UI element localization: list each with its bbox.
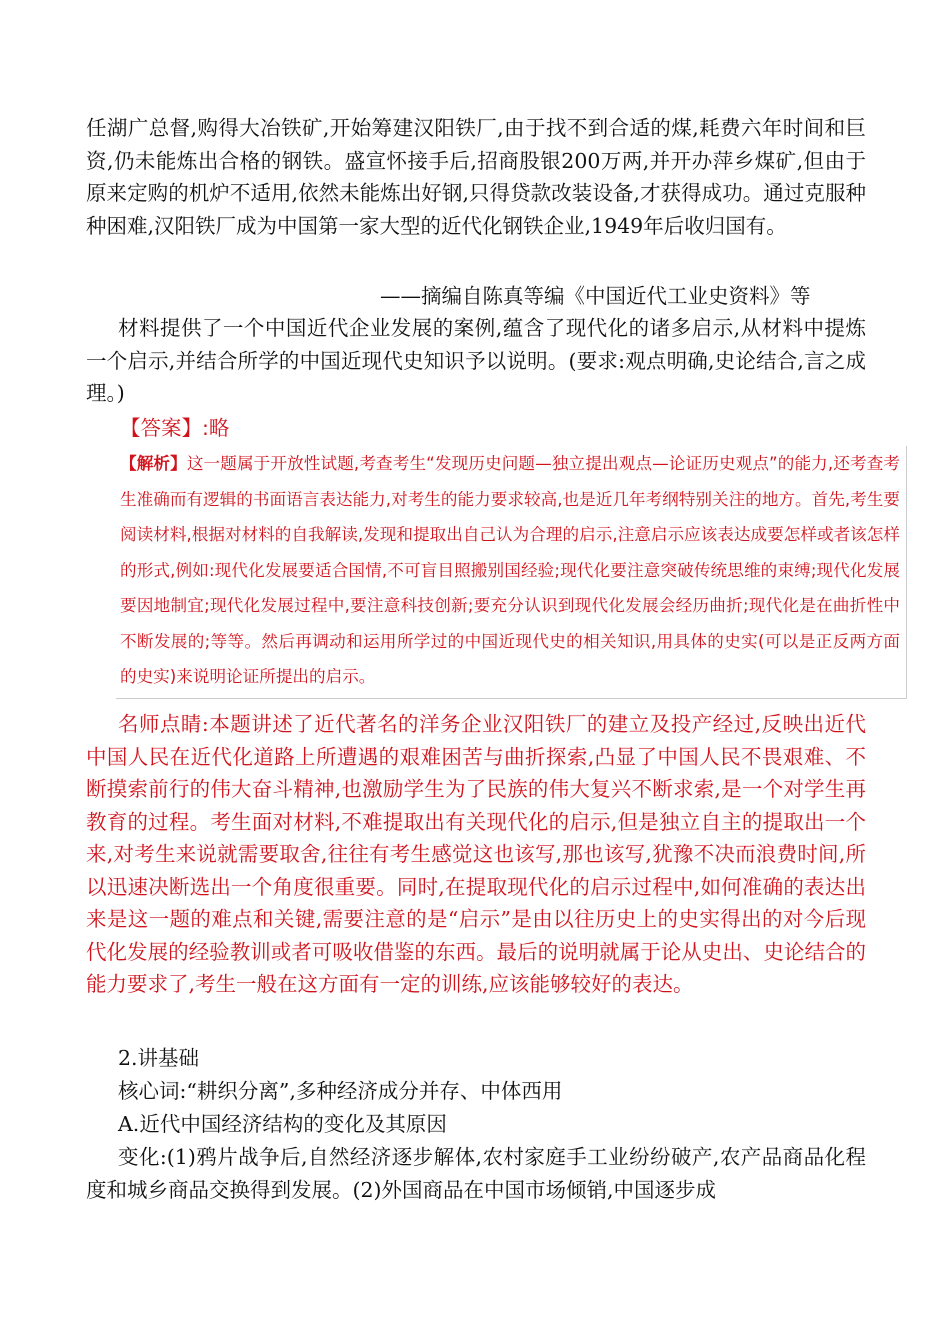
analysis-text: 这一题属于开放性试题,考查考生“发现历史问题—独立提出观点—论证历史观点”的能力,还考查考生准确而有逻辑的书面语言表达能力,对考生的能力要求较高,也是近几年考纲特别关注的地方。首先,考生要阅读材料,根据对材料的自我解读,发现和提取出自己认为合理的启示,注意启示应该表达成要怎样或者该怎样的形式,例如:现代化发展要适合国情,不可盲目照搬别国经验;现代化要注意突破传统思维的束缚;现代化发展要因地制宜;现代化发展过程中,要注意科技创新;要充分认识到现代化发展会经历曲折;现代化是在曲折性中不断发展的;等等。然后再调动和运用所学过的中国近现代史的相关知识,用具体的史实(可以是正反两方面的史实)来说明论证所提出的启示。	[120, 454, 900, 686]
answer-line: 【答案】:略	[120, 416, 230, 440]
section-heading: 2.讲基础	[118, 1046, 200, 1070]
material-source: ——摘编自陈真等编《中国近代工业史资料》等	[380, 284, 811, 308]
question-paragraph: 材料提供了一个中国近代企业发展的案例,蕴含了现代化的诸多启示,从材料中提炼一个启示,并结合所学的中国近现代史知识予以说明。(要求:观点明确,史论结合,言之成理。)	[86, 316, 866, 405]
changes-paragraph: 变化:(1)鸦片战争后,自然经济逐步解体,农村家庭手工业纷纷破产,农产品商品化程度和城乡商品交换得到发展。(2)外国商品在中国市场倾销,中国逐步成	[86, 1145, 866, 1202]
analysis-tag: 【解析】	[120, 454, 187, 473]
keywords-line: 核心词:“耕织分离”,多种经济成分并存、中体西用	[118, 1079, 563, 1103]
teacher-note-paragraph: 名师点睛:本题讲述了近代著名的洋务企业汉阳铁厂的建立及投产经过,反映出近代中国人民在近代化道路上所遭遇的艰难困苦与曲折探索,凸显了中国人民不畏艰难、不断摸索前行的伟大奋斗精神,也激励学生为了民族的伟大复兴不断求索,是一个对学生再教育的过程。考生面对材料,不难提取出有关现代化的启示,但是独立自主的提取出一个来,对考生来说就需要取舍,往往有考生感觉这也该写,那也该写,犹豫不决而浪费时间,所以迅速决断选出一个角度很重要。同时,在提取现代化的启示过程中,如何准确的表达出来是这一题的难点和关键,需要注意的是“启示”是由以往历史上的史实得出的对今后现代化发展的经验教训或者可吸收借鉴的东西。最后的说明就属于论从史出、史论结合的能力要求了,考生一般在这方面有一定的训练,应该能够较好的表达。	[86, 712, 866, 996]
subheading-line: A.近代中国经济结构的变化及其原因	[118, 1112, 447, 1136]
material-paragraph: 任湖广总督,购得大冶铁矿,开始筹建汉阳铁厂,由于找不到合适的煤,耗费六年时间和巨资,仍未能炼出合格的钢铁。盛宣怀接手后,招商股银200万两,并开办萍乡煤矿,但由于原来定购的机炉不适用,依然未能炼出好钢,只得贷款改装设备,才获得成功。通过克服种种困难,汉阳铁厂成为中国第一家大型的近代化钢铁企业,1949年后收归国有。	[86, 116, 866, 238]
analysis-paragraph	[120, 446, 900, 695]
